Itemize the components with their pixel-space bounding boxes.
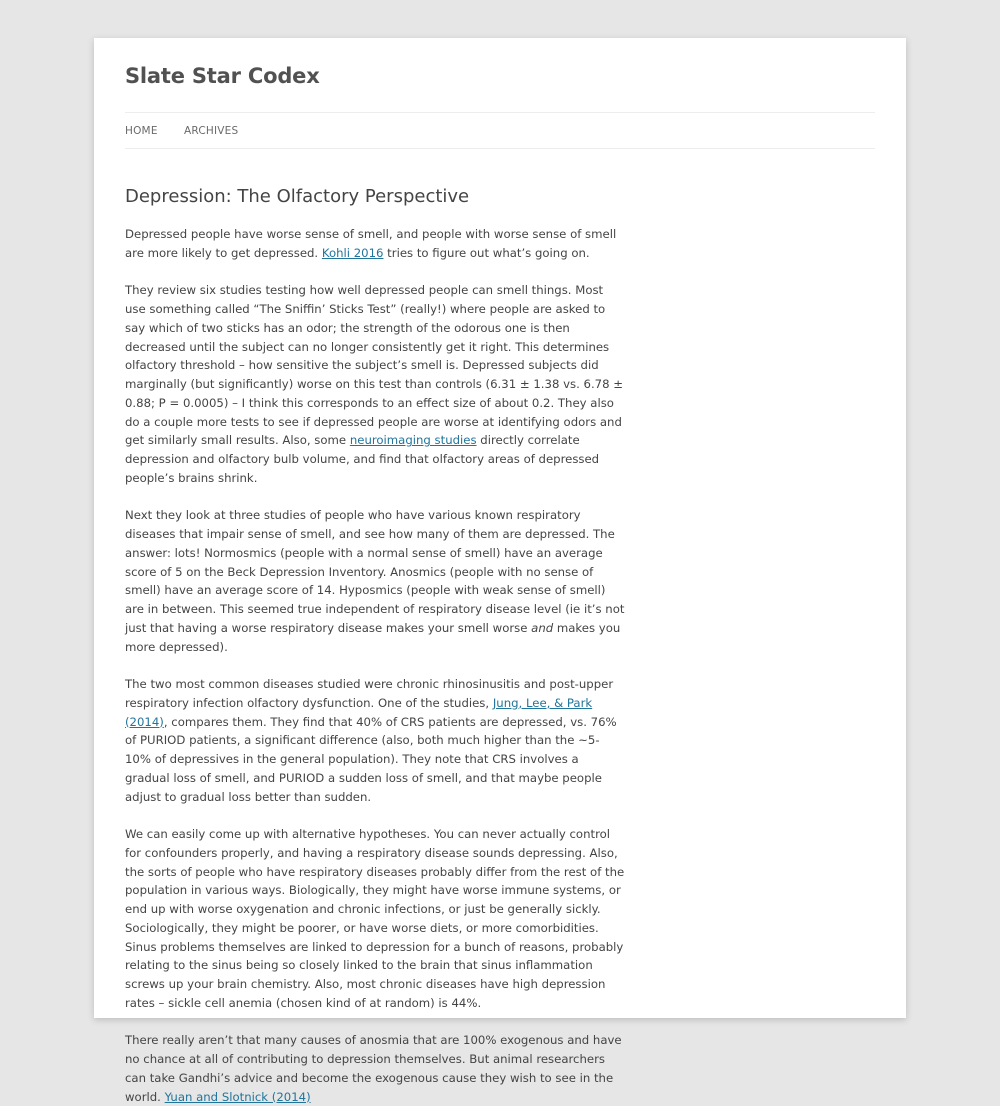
main-navigation [125, 112, 875, 149]
emphasis-text: and [531, 620, 554, 635]
neuroimaging-studies-link[interactable]: neuroimaging studies [349, 433, 477, 448]
post-paragraph [125, 506, 625, 656]
paragraph-text: They review six studies testing how well depressed people can smell things. Most use something called “The Sniffin’ Sticks Test” (really!) where people are asked to say which of two sticks has an odor; the strength of the odorous one is then decreased until the subject can no longer consistently get it right. This determines olfactory threshold – how sensitive the subject’s smell is. Depressed subjects did marginally (but significantly) worse on this test than controls (6.31 ± 1.38 vs. 6.78 ± 0.88; P = 0.0005) – I think this corresponds to an effect size of about 0.2. They also do a couple more tests to see if depressed people are worse at identifying odors and get similarly small results. Also, some [125, 283, 624, 448]
paragraph-text: Depressed people have worse sense of smell, and people with worse sense of smell are more likely to get depressed. [125, 227, 617, 260]
main-content [125, 184, 625, 1106]
paragraph-text: tries to figure out what’s going on. [383, 245, 590, 260]
nav-archives-link[interactable]: ARCHIVES [184, 125, 239, 137]
post-paragraph [125, 1031, 625, 1106]
paragraph-text: The two most common diseases studied were chronic rhinosinusitis and post-upper respiratory infection olfactory dysfunction. One of the studies, [125, 677, 614, 710]
yuan-slotnick-link[interactable]: Yuan and Slotnick (2014) [164, 1089, 311, 1104]
page-container [94, 38, 906, 1104]
paragraph-text: directly correlate depression and olfactory bulb volume, and find that olfactory areas of depressed people’s brains shrink. [125, 433, 600, 485]
post-article [125, 184, 625, 1106]
post-paragraph [125, 675, 625, 806]
paragraph-text: , compares them. They find that 40% of CRS patients are depressed, vs. 76% of PURIOD patients, a significant difference (also, both much higher than the ~5-10% of depressives in the general population). They note that CRS involves a gradual loss of smell, and PURIOD a sudden loss of smell, and that maybe people adjust to gradual loss better than sudden. [125, 714, 617, 804]
kohli-2016-link[interactable]: Kohli 2016 [321, 245, 384, 260]
paragraph-text: There really aren’t that many causes of anosmia that are 100% exogenous and have no chance at all of contributing to depression themselves. But animal researchers can take Gandhi’s advice and become the exogenous cause they wish to see in the world. [125, 1033, 622, 1104]
site-header [125, 62, 875, 90]
post-paragraph [125, 281, 625, 487]
paragraph-text: makes you more depressed). [125, 620, 621, 654]
paragraph-text: Next they look at three studies of people who have various known respiratory diseases that impair sense of smell, and see how many of them are depressed. The answer: lots! Normosmics (people with a normal sense of smell) have an average score of 5 on the Beck Depression Inventory. Anosmics (people with no sense of smell) have an average score of 14. Hyposmics (people with weak sense of smell) are in between. This seemed true independent of respiratory disease level (ie it’s not just that having a worse respiratory disease makes your smell worse [125, 508, 625, 635]
post-title: Depression: The Olfactory Perspective [125, 186, 470, 207]
nav-home-link[interactable]: HOME [125, 125, 158, 137]
jung-lee-park-link[interactable]: Jung, Lee, & Park (2014) [125, 695, 593, 729]
post-paragraph [125, 825, 625, 1013]
paragraph-text: We can easily come up with alternative hypotheses. You can never actually control for confounders properly, and having a respiratory disease sounds depressing. Also, the sorts of people who have respiratory diseases probably differ from the rest of the population in various ways. Biologically, they might have worse immune systems, or end up with worse oxygenation and chronic infections, or just be generally sickly. Sociologically, they might be poorer, or have worse diets, or more comorbidities. Sinus problems themselves are linked to depression for a bunch of reasons, probably relating to the sinus being so closely linked to the brain that sinus inflammation screws up your brain chemistry. Also, most chronic diseases have high depression rates – sickle cell anemia (chosen kind of at random) is 44%. [125, 827, 625, 1010]
post-paragraph [125, 225, 625, 263]
site-title[interactable]: Slate Star Codex [125, 64, 320, 88]
